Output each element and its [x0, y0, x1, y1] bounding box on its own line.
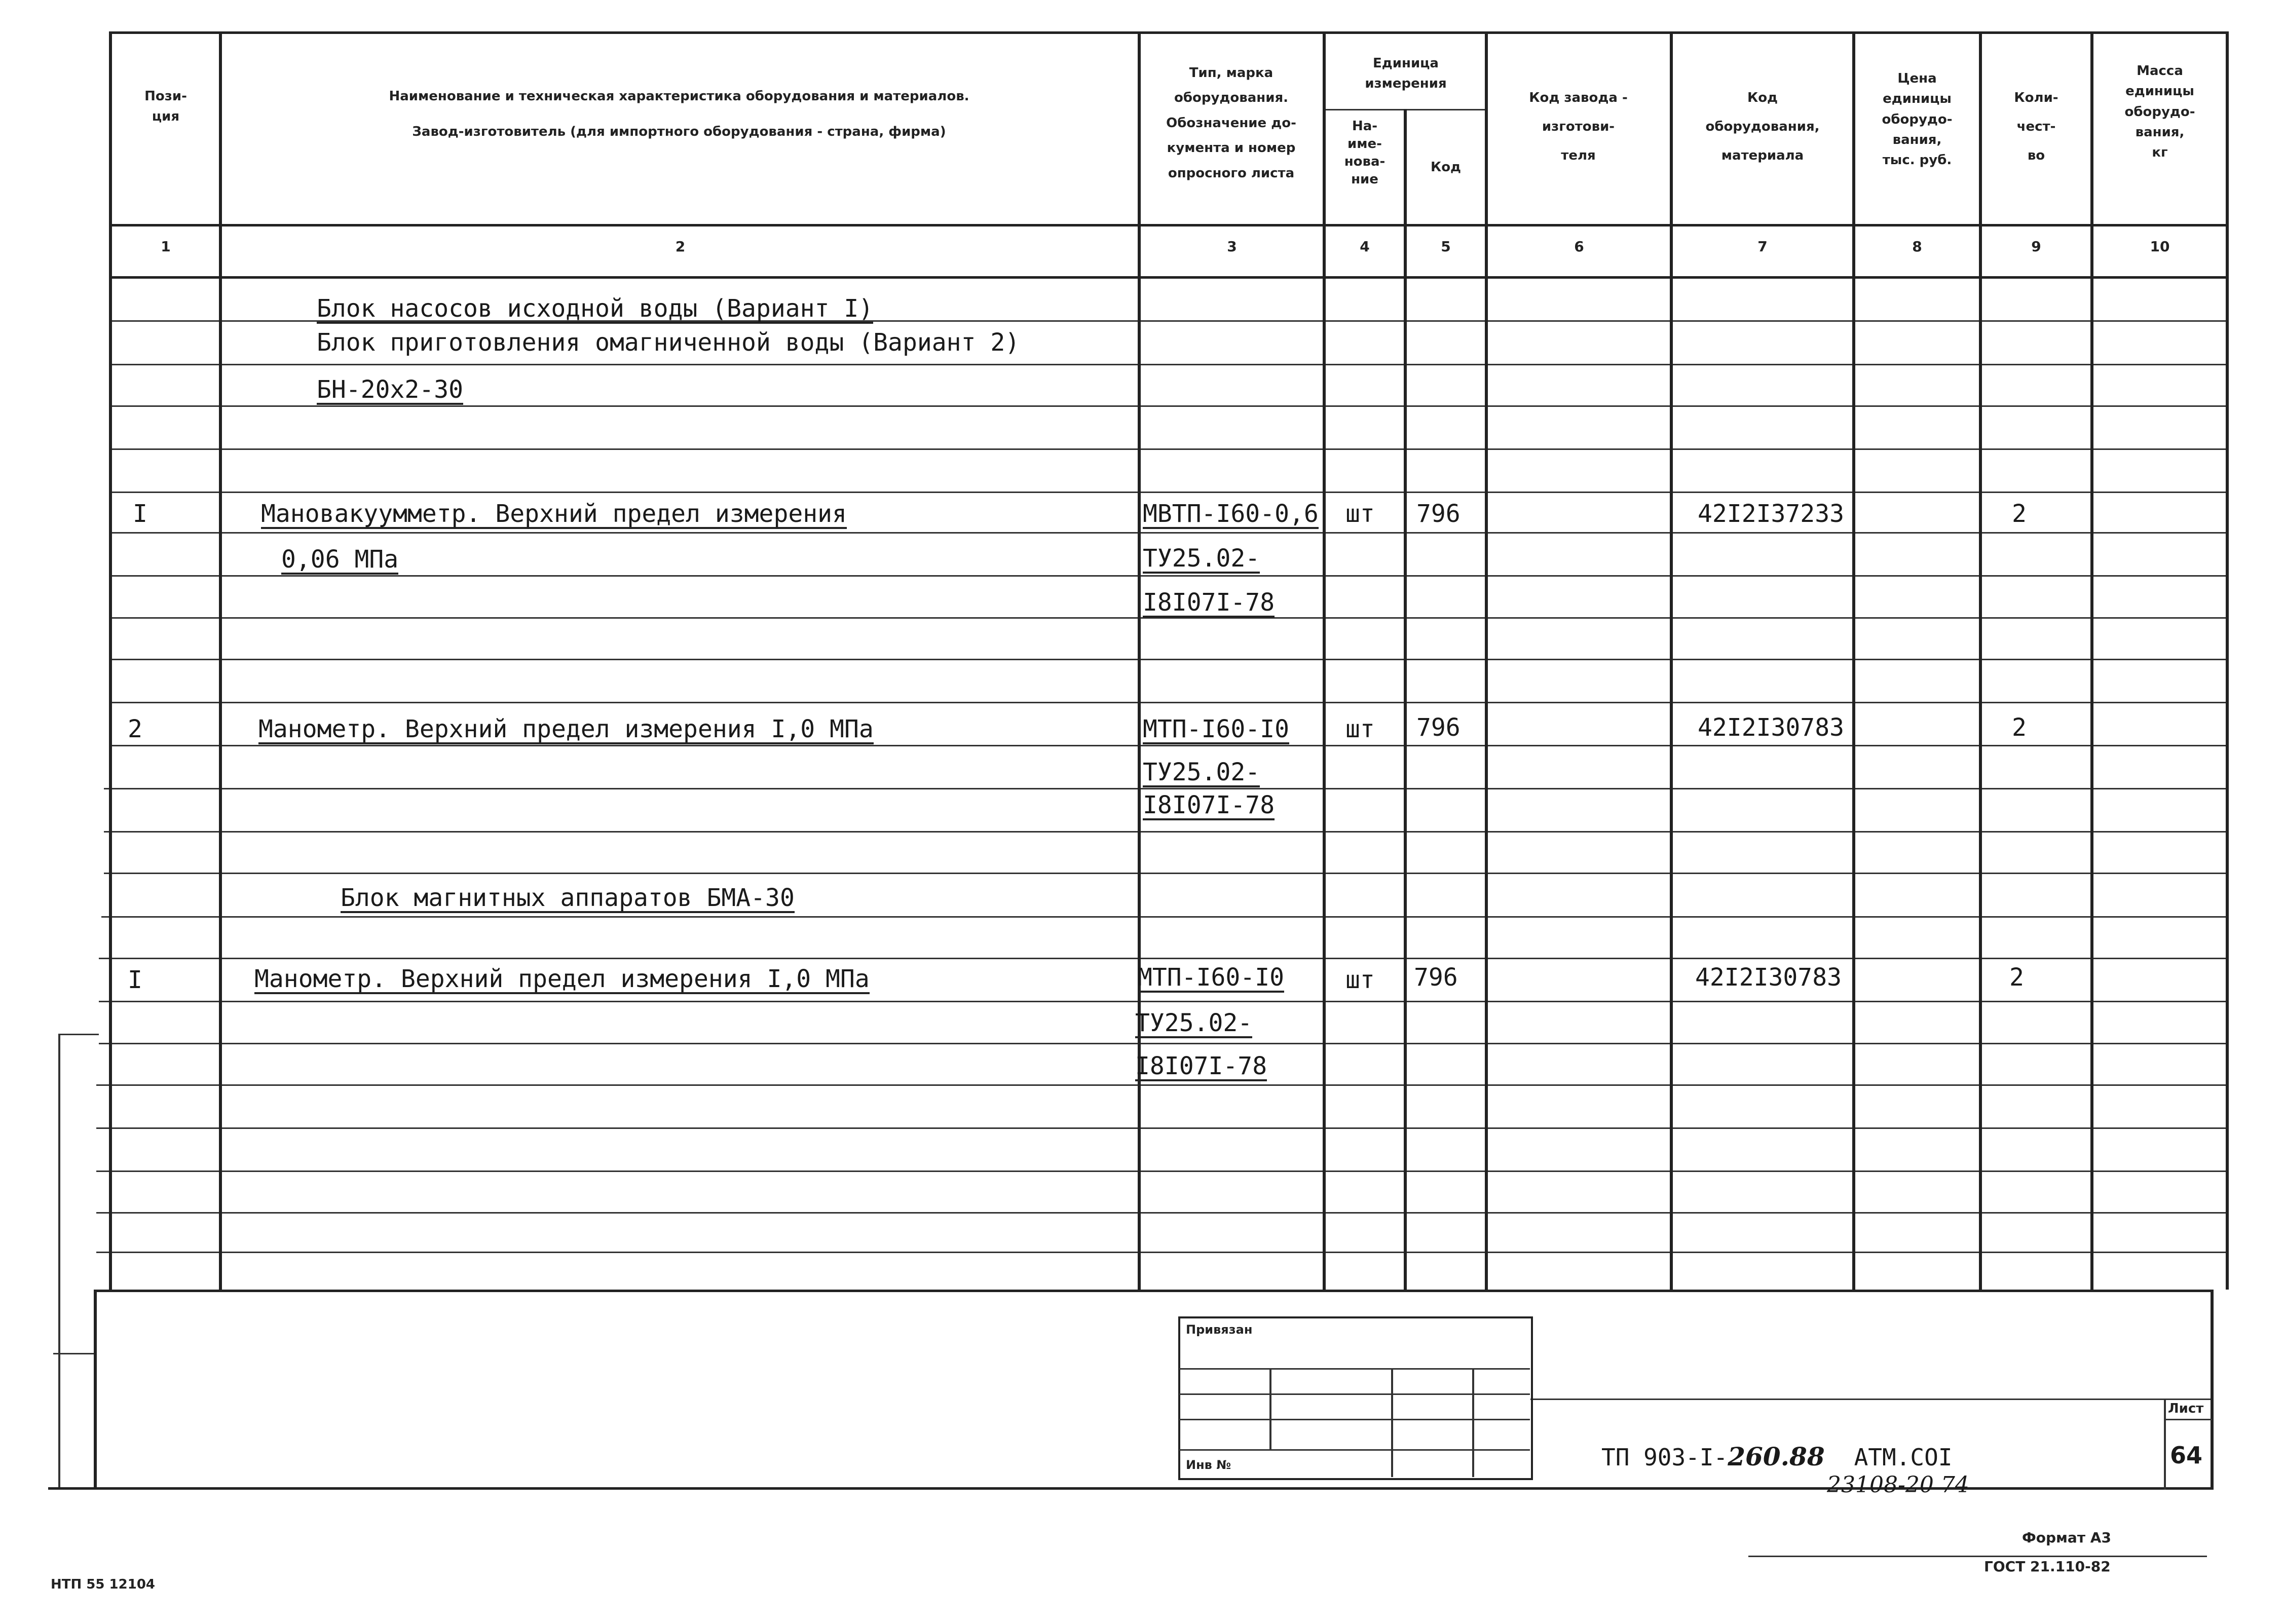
archive-number: 23108-20 74 — [1827, 1472, 1969, 1498]
table-top-border — [109, 31, 2227, 34]
row-line — [109, 448, 2227, 450]
stamp-col — [1472, 1368, 1474, 1477]
header-unit-name: На- име- нова- ние — [1344, 119, 1386, 187]
col-border — [1852, 31, 1855, 1290]
item-name: 0,06 МПа — [281, 545, 399, 574]
row-line — [104, 873, 2227, 874]
item-unit-code: 796 — [1416, 713, 1461, 742]
row-line — [96, 1212, 2227, 1214]
title-block-line — [1530, 1399, 2212, 1400]
item-type: ТУ25.02- — [1143, 544, 1260, 573]
section-title: БН-20х2-30 — [317, 375, 463, 404]
row-line — [96, 1127, 2227, 1129]
footer-line — [1748, 1556, 2207, 1557]
item-type: ТУ25.02- — [1143, 758, 1260, 786]
stamp-line — [1179, 1393, 1530, 1395]
row-line — [99, 1001, 2227, 1002]
row-line — [109, 702, 2227, 703]
item-unit: шт — [1345, 966, 1375, 994]
sheet-number: 64 — [2170, 1442, 2203, 1469]
row-line — [109, 745, 2227, 746]
header-bottom-line — [109, 224, 2227, 226]
section-title: Блок магнитных аппаратов БМА-30 — [341, 884, 795, 912]
stamp-line — [1179, 1449, 1530, 1451]
row-line — [104, 831, 2227, 833]
item-unit-code: 796 — [1414, 963, 1458, 992]
footer-left-code: НТП 55 12104 — [51, 1577, 155, 1592]
table-bottom-border — [94, 1290, 2212, 1292]
item-material-code: 42I2I37233 — [1698, 500, 1844, 528]
column-number: 3 — [1227, 238, 1237, 255]
header-unit-code: Код — [1430, 160, 1462, 175]
stamp-line — [1179, 1368, 1530, 1370]
item-quantity: 2 — [2009, 963, 2024, 992]
col-border — [1404, 109, 1407, 1290]
item-unit-code: 796 — [1416, 500, 1461, 528]
item-name: Манометр. Верхний предел измерения I,0 МПа — [254, 965, 870, 993]
row-line — [109, 364, 2227, 365]
header-unit-group: Единица измерения — [1365, 56, 1447, 92]
item-quantity: 2 — [2012, 500, 2027, 528]
col-border — [1323, 31, 1326, 1290]
sheet-label: Лист — [2168, 1401, 2204, 1416]
col-border-left — [109, 31, 112, 1290]
item-type: I8I07I-78 — [1143, 588, 1275, 617]
item-name: Мановакуумметр. Верхний предел измерения — [261, 500, 847, 528]
row-line — [109, 575, 2227, 577]
column-number: 9 — [2031, 238, 2041, 255]
header-material-code: Код оборудования, материала — [1705, 90, 1820, 164]
title-block-right-border — [2211, 1290, 2214, 1490]
col-border-right — [2226, 31, 2229, 1290]
section-title: Блок насосов исходной воды (Вариант I) — [317, 294, 874, 323]
row-line — [96, 1170, 2227, 1172]
stamp-attached-label: Привязан — [1186, 1323, 1253, 1337]
row-line — [109, 405, 2227, 407]
row-line — [96, 1252, 2227, 1253]
row-line — [101, 916, 2227, 918]
binding-margin-line — [58, 1034, 60, 1490]
stamp-box — [1178, 1316, 1533, 1480]
stamp-col — [1391, 1368, 1393, 1477]
column-number: 5 — [1441, 238, 1451, 255]
item-type: I8I07I-78 — [1143, 791, 1275, 819]
item-position: 2 — [128, 715, 142, 743]
header-price: Цена единицы оборудо- вания, тыс. руб. — [1882, 71, 1953, 168]
stamp-inventory-label: Инв № — [1186, 1458, 1231, 1472]
col-border — [1485, 31, 1488, 1290]
item-position: I — [128, 966, 142, 994]
binding-margin-line — [58, 1034, 99, 1035]
row-line — [104, 788, 2227, 789]
column-number: 2 — [675, 238, 686, 255]
col-border — [2090, 31, 2093, 1290]
column-number: 8 — [1912, 238, 1922, 255]
document-code — [1601, 1442, 1952, 1471]
footer-format: Формат А3 — [2022, 1529, 2111, 1546]
item-type: МТП-I60-I0 — [1143, 715, 1289, 743]
document-code-prefix: ТП 903-I- — [1601, 1444, 1728, 1471]
row-line — [99, 1043, 2227, 1044]
binding-margin-line — [94, 1290, 97, 1490]
column-number: 10 — [2150, 238, 2170, 255]
col-border — [1138, 31, 1141, 1290]
header-mass: Масса единицы оборудо- вания, кг — [2124, 63, 2195, 161]
sheet-box-divider — [2164, 1419, 2212, 1420]
number-row-bottom-line — [109, 276, 2227, 279]
row-line — [99, 958, 2227, 959]
document-code-suffix: АТМ.СОI — [1854, 1444, 1953, 1471]
header-type: Тип, марка оборудования. Обозначение до- кумента и номер опросного листа — [1166, 65, 1296, 181]
stamp-line — [1179, 1419, 1530, 1420]
col-border — [1979, 31, 1982, 1290]
item-type: МТП-I60-I0 — [1138, 963, 1284, 992]
binding-margin-line — [53, 1353, 94, 1354]
item-type: МВТП-I60-0,6 — [1143, 500, 1319, 528]
row-line — [109, 659, 2227, 660]
footer-gost: ГОСТ 21.110-82 — [1984, 1558, 2111, 1575]
item-type: ТУ25.02- — [1135, 1009, 1253, 1037]
item-position: I — [133, 500, 147, 528]
column-number: 1 — [161, 238, 171, 255]
item-type: I8I07I-78 — [1135, 1052, 1267, 1080]
col-border — [1670, 31, 1673, 1290]
column-number: 7 — [1757, 238, 1768, 255]
sheet-box-left — [2164, 1399, 2166, 1490]
row-line — [109, 492, 2227, 493]
item-material-code: 42I2I30783 — [1698, 713, 1844, 742]
item-unit: шт — [1345, 500, 1375, 528]
row-line — [96, 1084, 2227, 1086]
column-number: 4 — [1360, 238, 1370, 255]
item-unit: шт — [1345, 715, 1375, 743]
header-quantity: Коли- чест- во — [2014, 90, 2058, 164]
column-number: 6 — [1574, 238, 1584, 255]
item-quantity: 2 — [2012, 713, 2027, 742]
stamp-col — [1269, 1368, 1271, 1449]
header-position: Пози- ция — [144, 89, 187, 125]
header-name: Наименование и техническая характеристика оборудования и материалов. Завод-изготовитель (для импортного оборудования - страна, фирма) — [389, 89, 969, 140]
document-code-handwritten: 260.88 — [1728, 1442, 1825, 1471]
header-plant-code: Код завода - изготови- теля — [1529, 90, 1628, 164]
row-line — [109, 532, 2227, 534]
section-title: Блок приготовления омагниченной воды (Вариант 2) — [317, 328, 1020, 357]
col-border — [219, 31, 222, 1290]
item-material-code: 42I2I30783 — [1695, 963, 1842, 992]
item-name: Манометр. Верхний предел измерения I,0 МПа — [258, 715, 874, 743]
